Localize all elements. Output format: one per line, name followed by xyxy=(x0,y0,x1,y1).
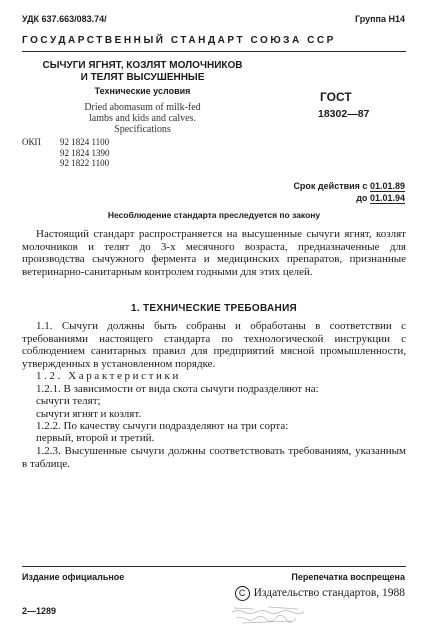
clause-1-2: 1.2. Характеристики xyxy=(36,370,181,382)
validity-label: Срок действия с xyxy=(293,181,368,191)
library-stamp xyxy=(228,604,318,628)
document-title xyxy=(35,60,250,84)
title-line-1: СЫЧУГИ ЯГНЯТ, КОЗЛЯТ МОЛОЧНИКОВ xyxy=(42,60,243,71)
okp-code: 92 1824 1390 xyxy=(60,147,110,158)
official-edition-label: Издание официальное xyxy=(22,572,125,582)
header-divider xyxy=(22,51,406,52)
udk-code: УДК 637.663/083.74/ xyxy=(22,14,107,24)
english-title-line-1: Dried abomasum of milk-fed xyxy=(84,102,201,113)
english-title-line-2: lambs and kids and calves. xyxy=(89,113,196,124)
validity-to-label: до xyxy=(356,193,368,203)
english-title xyxy=(35,102,250,135)
state-standard-header: ГОСУДАРСТВЕННЫЙ СТАНДАРТ СОЮЗА ССР xyxy=(22,35,336,46)
list-item: первый, второй и третий. xyxy=(36,432,155,444)
list-item: сычуги телят; xyxy=(36,395,101,407)
validity-to: 01.01.94 xyxy=(369,193,405,203)
english-title-line-3: Specifications xyxy=(114,124,171,135)
sheet-number: 2—1289 xyxy=(22,606,57,616)
publisher-text: Издательство стандартов, 1988 xyxy=(253,587,405,599)
footer-divider xyxy=(22,566,406,567)
group-code: Группа Н14 xyxy=(354,14,405,24)
gost-label: ГОСТ xyxy=(320,90,352,104)
okp-code: 92 1822 1100 xyxy=(60,158,110,168)
legal-warning: Несоблюдение стандарта преследуется по закону xyxy=(107,210,321,220)
document-subtitle: Технические условия xyxy=(94,86,191,96)
list-item: сычуги ягнят и козлят. xyxy=(36,408,142,420)
intro-paragraph: Настоящий стандарт распространяется на высушенные сычуги ягнят, козлят молочников и телят до 3-х месячного возраста, предназначенные для производства сычужного фермента и медицинских препаратов, признанные ветеринарно-санитарным контролем годными для этих целей. xyxy=(22,228,406,278)
okp-label: ОКП xyxy=(22,137,42,147)
gost-number: 18302—87 xyxy=(318,108,370,120)
copyright-icon: C xyxy=(235,586,250,601)
okp-codes xyxy=(22,137,110,169)
validity-from: 01.01.89 xyxy=(369,181,405,191)
clause-1-2-3: 1.2.3. Высушенные сычуги должны соответствовать требованиям, указанным в таблице. xyxy=(22,445,406,470)
okp-code: 92 1824 1100 xyxy=(60,137,110,147)
clause-1-2-1: 1.2.1. В зависимости от вида скота сычуги подразделяют на: xyxy=(36,383,319,395)
section-heading: 1. ТЕХНИЧЕСКИЕ ТРЕБОВАНИЯ xyxy=(130,303,298,314)
reprint-notice: Перепечатка воспрещена xyxy=(291,572,405,582)
validity-period xyxy=(293,180,405,204)
publisher-line xyxy=(235,586,405,601)
clause-1-1: 1.1. Сычуги должны быть собраны и обработаны в соответствии с требованиями настоящего стандарта по технологической инструкции с соблюдением санитарных правил для предприятий мясной промышленности, утвержденных в установленном порядке. xyxy=(22,320,406,370)
title-line-2: И ТЕЛЯТ ВЫСУШЕННЫЕ xyxy=(80,72,205,83)
clause-1-2-2: 1.2.2. По качеству сычуги подразделяют на три сорта: xyxy=(36,420,289,432)
